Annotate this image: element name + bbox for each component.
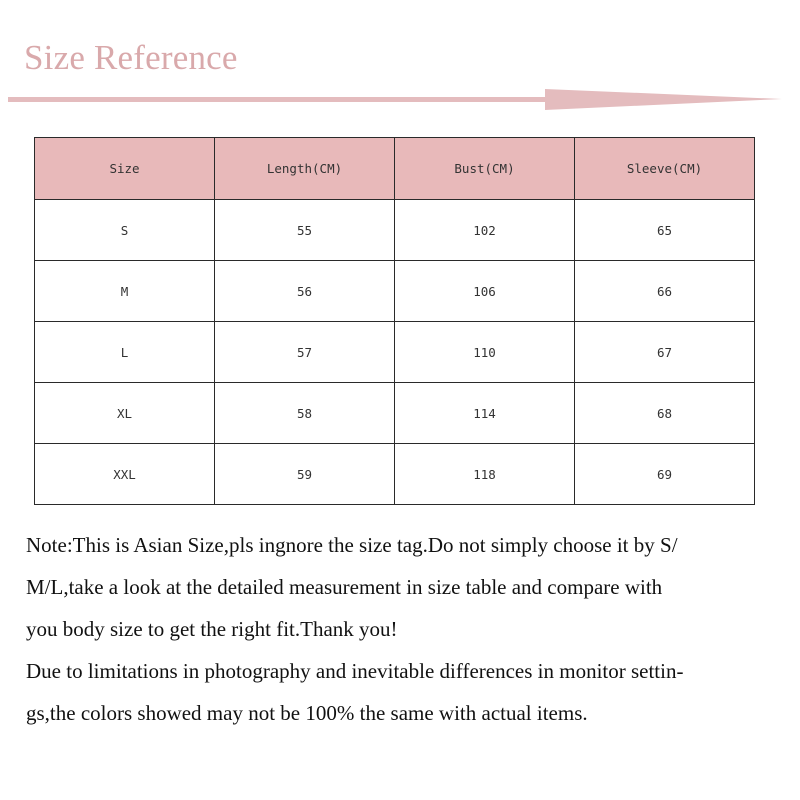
table-cell: 106 [395,261,575,322]
table-cell: M [35,261,215,322]
column-header: Sleeve(CM) [575,138,755,200]
table-cell: 114 [395,383,575,444]
table-cell: XL [35,383,215,444]
table-row [35,322,755,383]
note-line: you body size to get the right fit.Thank you! [26,617,398,641]
table-cell: L [35,322,215,383]
column-header: Length(CM) [215,138,395,200]
note-line: gs,the colors showed may not be 100% the same with actual items. [26,701,588,725]
table-cell: 55 [215,200,395,261]
column-header: Bust(CM) [395,138,575,200]
size-table [34,137,755,505]
note-line: Note:This is Asian Size,pls ingnore the size tag.Do not simply choose it by S/ [26,533,678,557]
table-cell: 69 [575,444,755,505]
table-header-row [35,138,755,200]
table-cell: 65 [575,200,755,261]
table-cell: XXL [35,444,215,505]
arrow-shape [8,89,782,110]
table-row [35,200,755,261]
table-cell: 118 [395,444,575,505]
table-cell: 68 [575,383,755,444]
table-cell: S [35,200,215,261]
note-text [26,524,786,734]
table-row [35,444,755,505]
table-row [35,261,755,322]
table-cell: 102 [395,200,575,261]
column-header: Size [35,138,215,200]
table-cell: 67 [575,322,755,383]
note-line: Due to limitations in photography and inevitable differences in monitor settin- [26,659,684,683]
arrow-divider [0,86,800,114]
page-title: Size Reference [24,38,238,77]
table-cell: 59 [215,444,395,505]
table-cell: 110 [395,322,575,383]
table-cell: 56 [215,261,395,322]
table-cell: 58 [215,383,395,444]
table-row [35,383,755,444]
table-cell: 66 [575,261,755,322]
table-cell: 57 [215,322,395,383]
note-line: M/L,take a look at the detailed measurement in size table and compare with [26,575,663,599]
